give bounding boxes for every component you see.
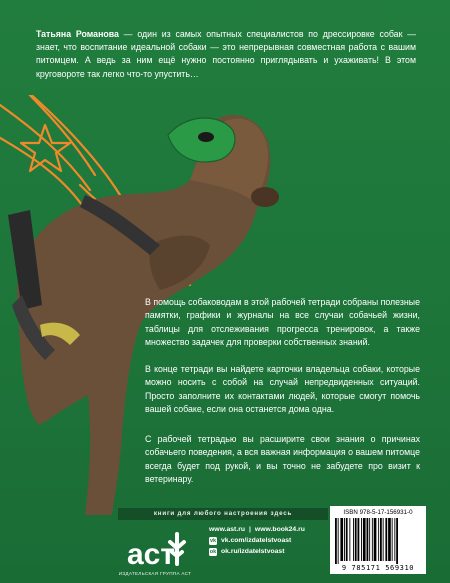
barcode-digits: 9 785171 569310 bbox=[341, 564, 415, 572]
paragraph-2: В конце тетради вы найдете карточки владельца собаки, которые можно носить с собой на случай непредвиденных ситуаций. Просто заполните их контактами людей, которые смогут помочь вашей собаке, если она останется дома одна. bbox=[145, 364, 420, 415]
website-ast-link[interactable]: www.ast.ru bbox=[209, 526, 246, 533]
publisher-caption: ИЗДАТЕЛЬСКАЯ ГРУППА АСТ bbox=[118, 571, 192, 576]
logo-wordmark: аст bbox=[127, 538, 176, 571]
website-book24-link[interactable]: www.book24.ru bbox=[254, 526, 305, 533]
ok-icon: ok bbox=[209, 548, 217, 555]
author-name: Татьяна Романова bbox=[36, 29, 119, 39]
vk-link[interactable]: vk.com/izdatelstvoast bbox=[221, 537, 292, 544]
superhero-mask-icon bbox=[168, 118, 235, 162]
vk-row[interactable] bbox=[209, 535, 305, 546]
vk-icon: vk bbox=[209, 537, 217, 544]
ok-link[interactable]: ok.ru/izdatelstvoast bbox=[221, 548, 285, 555]
intro-paragraph bbox=[36, 28, 416, 81]
intro-text: — один из самых опытных специалистов по дрессировке собак — знает, что воспитание идеальной собаки — это непрерывная совместная работа с вашим питомцем. А ведь за ним ещё нужно постоянно приглядывать и ухаживать! В этом круговороте так легко что-то упустить… bbox=[36, 29, 416, 79]
isbn-barcode-block bbox=[330, 506, 426, 574]
barcode bbox=[335, 518, 421, 564]
paragraph-3: С рабочей тетрадью вы расширите свои знания о причинах собачьего поведения, а вся важная информация о вашем питомце всегда будет под рукой, и вы точно не забудете про визит к ветеринару. bbox=[145, 434, 420, 485]
isbn-number: ISBN 978-5-17-156931-0 bbox=[343, 509, 413, 516]
website-separator: | bbox=[249, 526, 251, 533]
publisher-links bbox=[209, 524, 305, 557]
ast-publisher-logo bbox=[123, 524, 195, 578]
websites-row bbox=[209, 524, 305, 535]
paragraph-1: В помощь собаководам в этой рабочей тетради собраны полезные памятки, графики и журналы на все случаи собачьей жизни, таблицы для отслеживания прогресса тренировок, а также множество задачек для проверки собственных знаний. bbox=[145, 297, 420, 348]
ok-row[interactable] bbox=[209, 546, 305, 557]
publisher-slogan: книги для любого настроения здесь bbox=[118, 508, 328, 520]
